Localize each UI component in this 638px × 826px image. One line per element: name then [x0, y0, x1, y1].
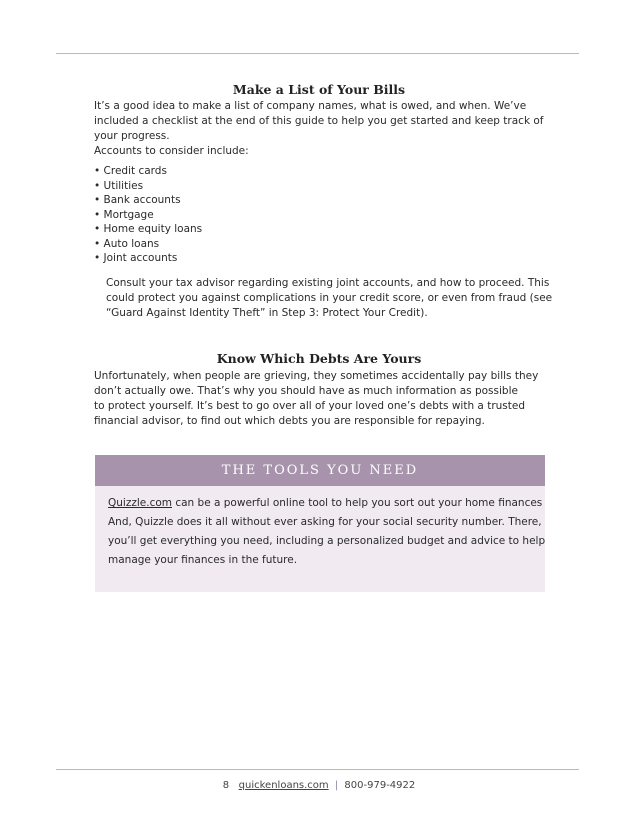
list-item: • Joint accounts: [94, 252, 178, 264]
bills-intro-paragraph: [94, 99, 554, 159]
list-item: • Utilities: [94, 179, 144, 192]
tools-line: you’ll get everything you need, including a personalized budget and advice to help: [108, 535, 546, 547]
tools-line: And, Quizzle does it all without ever asking for your social security number. There,: [108, 516, 542, 528]
tools-box-text: [108, 494, 545, 570]
debts-line: financial advisor, to find out which debts you are responsible for repaying.: [94, 415, 485, 427]
bottom-divider: [56, 769, 579, 770]
section-heading-debts: Know Which Debts Are Yours: [216, 351, 422, 366]
accounts-intro-line: Accounts to consider include:: [94, 145, 249, 157]
list-item: • Home equity loans: [94, 223, 203, 235]
list-item: • Bank accounts: [94, 194, 181, 206]
debts-paragraph: [94, 369, 554, 429]
tools-line: Quizzle.com can be a powerful online tool to help you sort out your home finances: [108, 497, 543, 509]
accounts-list: [94, 164, 202, 266]
debts-line: don’t actually owe. That’s why you should have as much information as possible: [94, 385, 518, 397]
bills-intro-line: your progress.: [94, 130, 170, 142]
debts-line: Unfortunately, when people are grieving, they sometimes accidentally pay bills they: [94, 370, 539, 382]
list-item: • Auto loans: [94, 237, 160, 250]
footer-separator: |: [334, 780, 339, 791]
quizzle-link[interactable]: Quizzle.com: [108, 497, 172, 509]
bills-intro-line: included a checklist at the end of this guide to help you get started and keep track of: [94, 115, 544, 127]
debts-line: to protect yourself. It’s best to go over all of your loved one’s debts with a trusted: [94, 400, 526, 412]
phone-number: 800-979-4922: [344, 780, 416, 791]
joint-accounts-note: [106, 276, 566, 321]
page-number: 8: [222, 780, 230, 791]
page-footer: [0, 780, 638, 791]
section-heading-bills: Make a List of Your Bills: [232, 82, 406, 97]
note-line: could protect you against complications in your credit score, or even from fraud (see: [106, 292, 553, 304]
list-item: • Credit cards: [94, 165, 167, 177]
list-item: • Mortgage: [94, 208, 154, 221]
note-line: “Guard Against Identity Theft” in Step 3: Protect Your Credit).: [106, 307, 428, 319]
website-link[interactable]: quickenloans.com: [238, 780, 329, 791]
tools-box-header: THE TOOLS YOU NEED: [95, 455, 545, 486]
tools-line: manage your finances in the future.: [108, 554, 298, 566]
note-line: Consult your tax advisor regarding existing joint accounts, and how to proceed. This: [106, 277, 550, 289]
bills-intro-line: It’s a good idea to make a list of company names, what is owed, and when. We’ve: [94, 100, 527, 112]
top-divider: [56, 53, 579, 54]
